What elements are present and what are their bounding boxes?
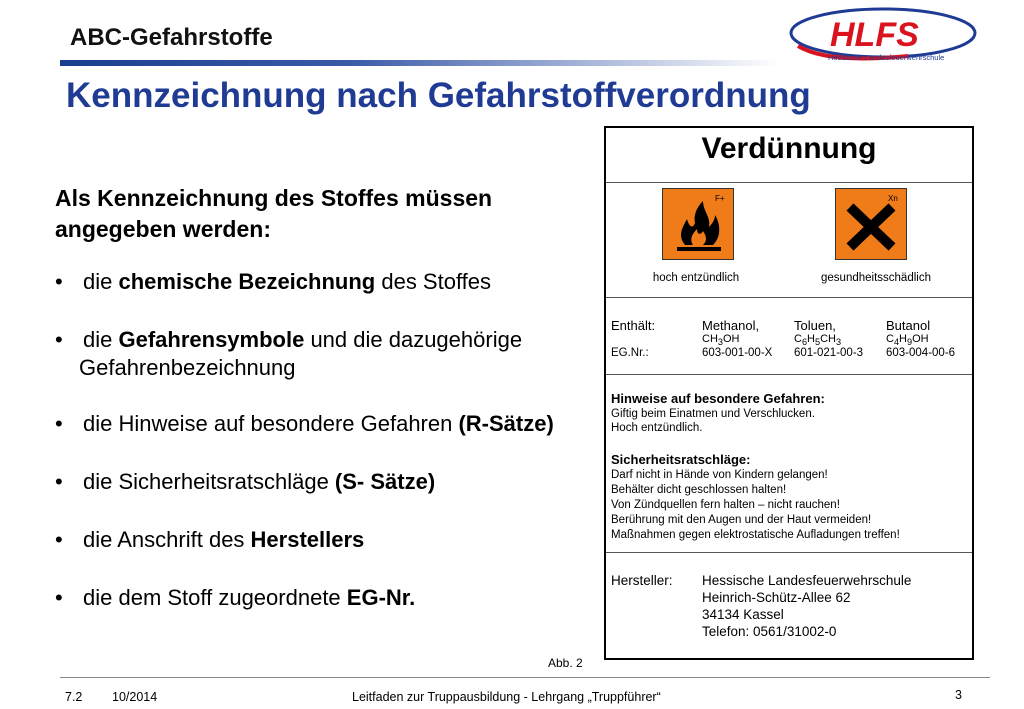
footer-section: 7.2 [65, 690, 83, 704]
symbol-caption: gesundheitsschädlich [821, 272, 931, 284]
contents-section [606, 297, 972, 375]
symbol-caption: hoch entzündlich [652, 272, 740, 284]
manufacturer-line: Hessische Landesfeuerwehrschule [702, 573, 912, 588]
list-item-text: die Sicherheitsratschläge [83, 469, 335, 494]
eg-label: EG.Nr.: [611, 347, 649, 359]
page-title: Kennzeichnung nach Gefahrstoffverordnung [66, 76, 811, 115]
footer-course: Leitfaden zur Truppausbildung - Lehrgang „Truppführer“ [352, 690, 661, 704]
hazard-label [604, 126, 974, 660]
list-item-text: die [83, 269, 119, 294]
list-item-text: und die dazugehörige [304, 327, 523, 352]
manufacturer-line: 34134 Kassel [702, 607, 784, 622]
s-line: Berührung mit den Augen und der Haut vermeiden! [611, 514, 872, 526]
substance-formula: $C_6H_5CH_3$ [794, 333, 842, 348]
list-item-bold: Gefahrensymbole [118, 327, 305, 352]
header-bar [60, 60, 780, 66]
intro-text [55, 183, 575, 245]
substance-formula: $CH_3OH$ [702, 333, 740, 348]
substance-name: Butanol [886, 318, 931, 333]
product-name: Verdünnung [606, 128, 972, 183]
symbol-code: Xn [888, 194, 898, 203]
list-item-text: die Hinweise auf besondere Gefahren [83, 411, 459, 436]
figure-label: Abb. 2 [548, 656, 583, 670]
list-item-text: die Anschrift des [83, 527, 251, 552]
s-line: Maßnahmen gegen elektrostatische Aufladungen treffen! [611, 529, 900, 541]
subject-heading: ABC-Gefahrstoffe [70, 24, 273, 51]
flame-icon [662, 188, 734, 260]
substance-eg: 603-001-00-X [702, 347, 773, 359]
s-line: Darf nicht in Hände von Kindern gelangen! [611, 469, 828, 481]
page-number: 3 [955, 688, 962, 702]
list-item: • die Anschrift des Herstellers [55, 527, 365, 552]
list-item: • die chemische Bezeichnung des Stoffes [55, 269, 492, 294]
cross-graphic [836, 189, 906, 259]
r-heading: Hinweise auf besondere Gefahren: [611, 391, 825, 406]
r-line: Hoch entzündlich. [611, 422, 703, 434]
contains-label: Enthält: [611, 318, 656, 333]
substance-name: Toluen, [794, 318, 836, 333]
list-item-bold: Herstellers [250, 527, 365, 552]
list-item: • die Gefahrensymbole und die dazugehörige Gefahrenbezeichnung [55, 327, 523, 380]
list-item-continuation: Gefahrenbezeichnung [79, 355, 296, 380]
footer-date: 10/2014 [112, 690, 158, 704]
list-item-bold: (R-Sätze) [458, 411, 554, 436]
substance-eg: 601-021-00-3 [794, 347, 864, 359]
list-item-bold: (S- Sätze) [334, 469, 436, 494]
flame-graphic [663, 189, 733, 259]
list-item: • die dem Stoff zugeordnete EG-Nr. [55, 585, 416, 610]
manufacturer-line: Heinrich-Schütz-Allee 62 [702, 590, 851, 605]
s-line: Von Zündquellen fern halten – nicht rauchen! [611, 499, 840, 511]
hlfs-logo [788, 6, 978, 64]
symbol-code: F+ [715, 194, 725, 203]
list-item-text: des Stoffes [375, 269, 492, 294]
list-item: • die Hinweise auf besondere Gefahren (R-Sätze) [55, 411, 554, 436]
list-item-text: die dem Stoff zugeordnete [83, 585, 347, 610]
hazard-advice-section [606, 374, 972, 553]
footer-divider [60, 677, 990, 678]
substance-eg: 603-004-00-6 [886, 347, 956, 359]
logo-text: HLFS [830, 16, 919, 54]
substance-formula: $C_4H_9OH$ [886, 333, 929, 348]
intro-line-2: angegeben werden: [55, 216, 271, 242]
r-line: Giftig beim Einatmen und Verschlucken. [611, 408, 815, 420]
substance-name: Methanol, [702, 318, 760, 333]
logo-subtext: Hessische Landesfeuerwehrschule [828, 53, 945, 62]
intro-line-1: Als Kennzeichnung des Stoffes müssen [55, 185, 493, 211]
list-item-bold: chemische Bezeichnung [118, 269, 376, 294]
manufacturer-line: Telefon: 0561/31002-0 [702, 624, 837, 639]
manufacturer-label: Hersteller: [611, 573, 673, 588]
list-item-text: die [83, 327, 119, 352]
s-line: Behälter dicht geschlossen halten! [611, 484, 787, 496]
s-heading: Sicherheitsratschläge: [611, 452, 751, 467]
symbols-section [606, 182, 972, 298]
list-item-bold: EG-Nr. [346, 585, 416, 610]
list-item: • die Sicherheitsratschläge (S- Sätze) [55, 469, 436, 494]
cross-icon [835, 188, 907, 260]
manufacturer-section [606, 552, 972, 656]
